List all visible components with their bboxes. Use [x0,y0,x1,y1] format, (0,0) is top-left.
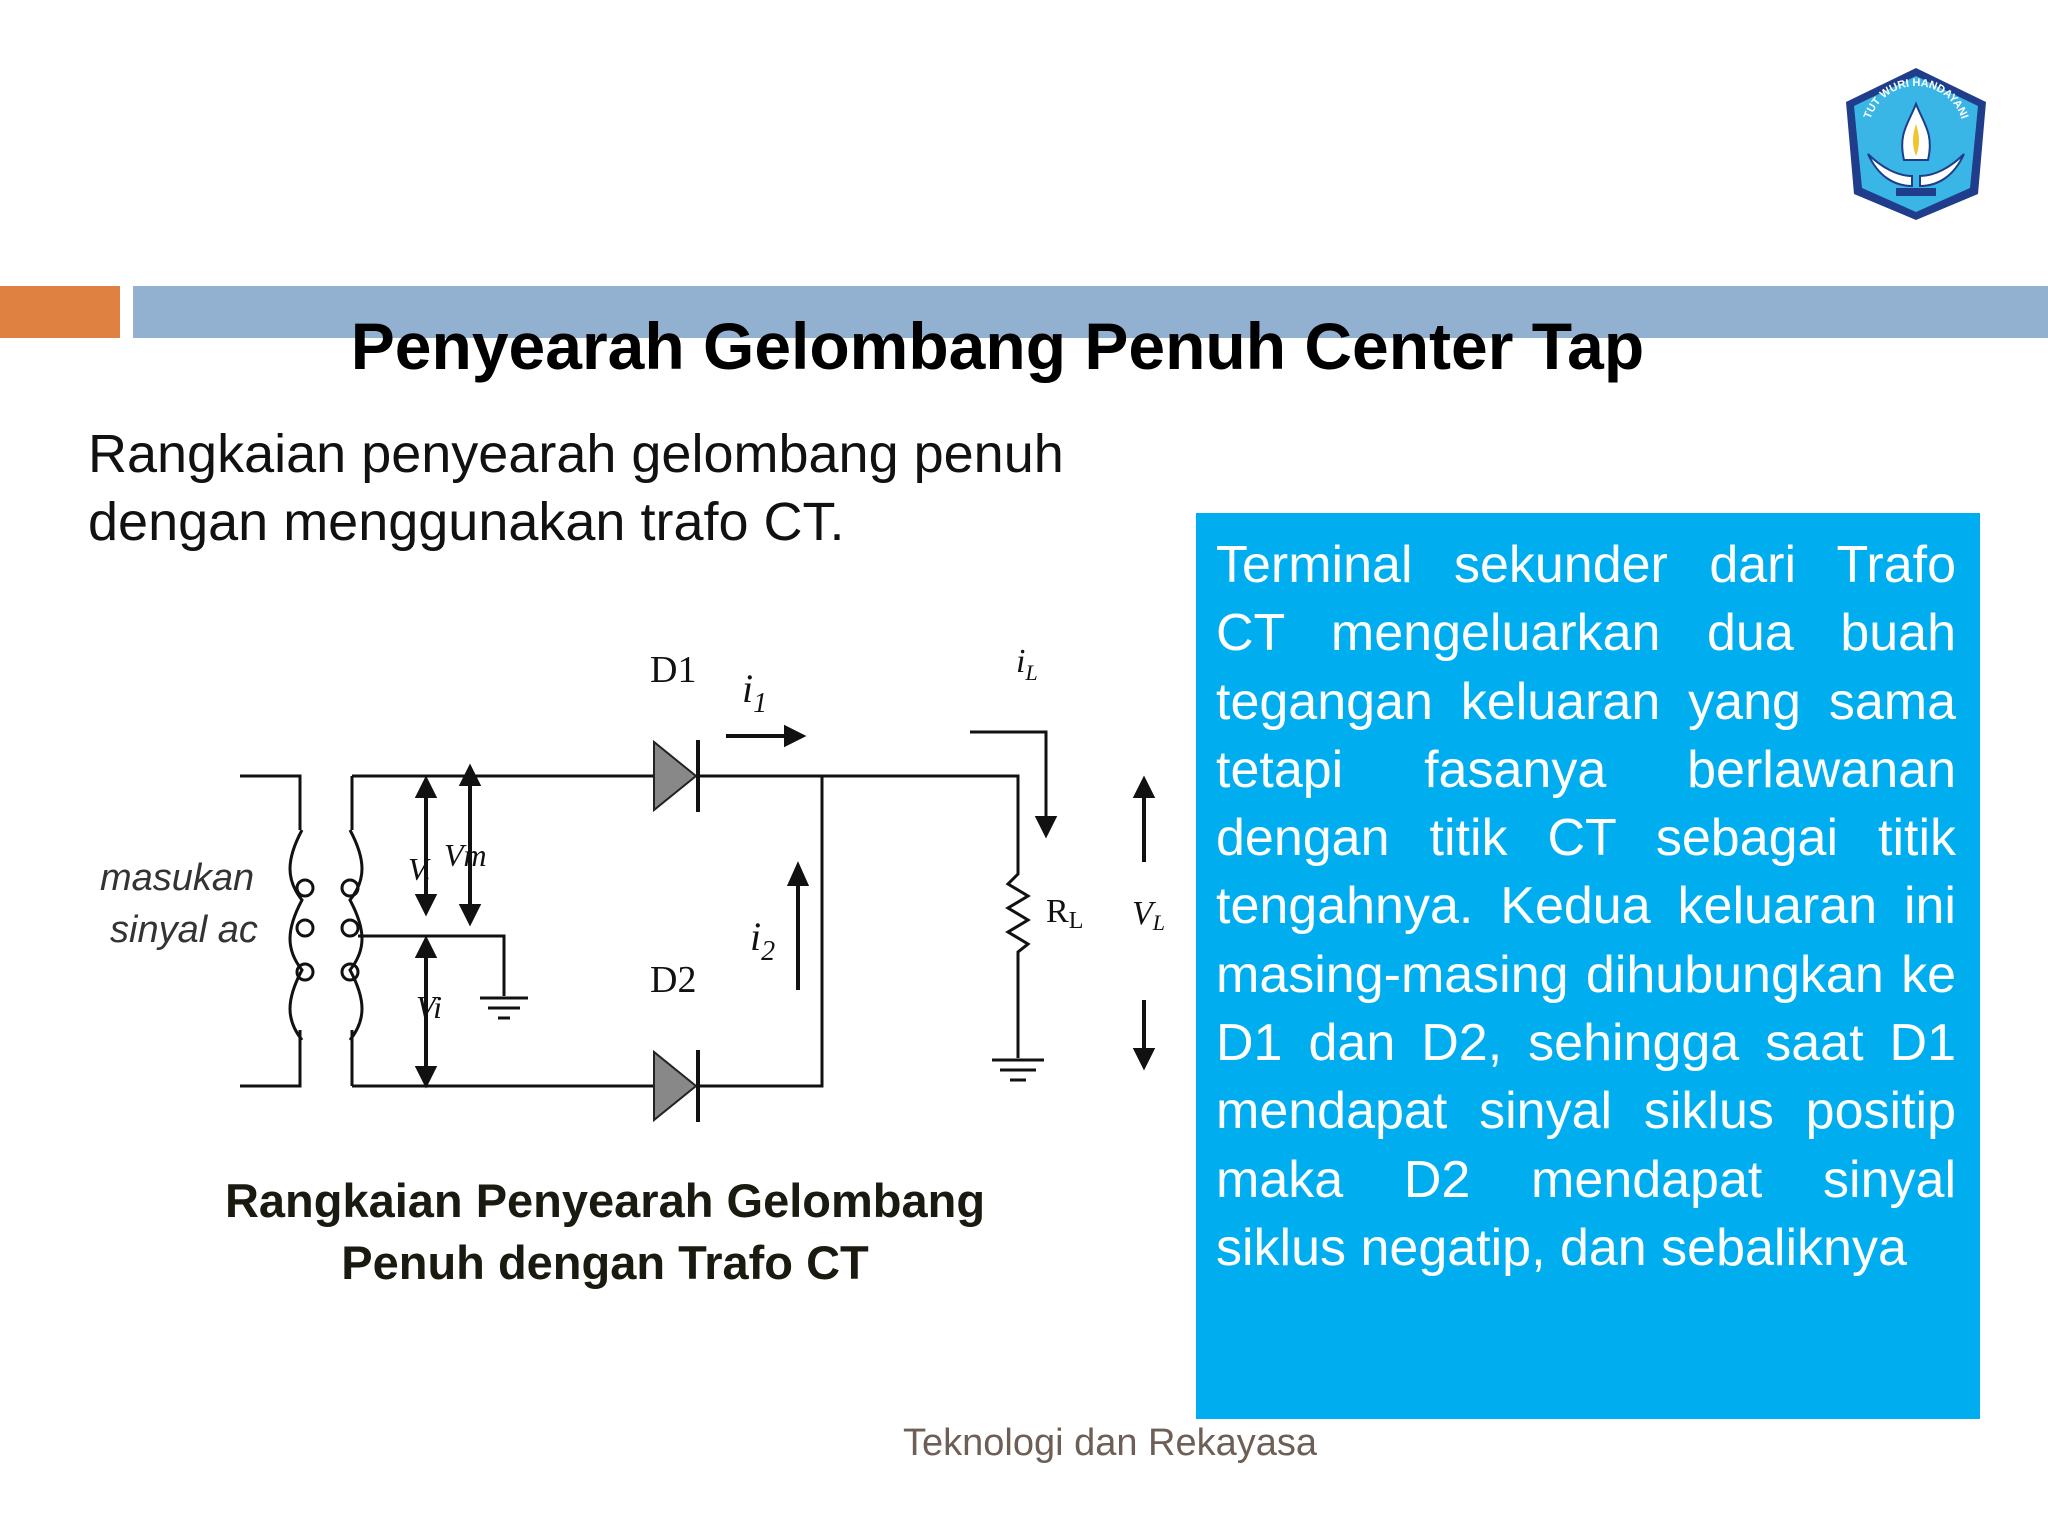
intro-line-2: dengan menggunakan trafo CT. [88,492,845,552]
figure-caption [110,1170,1100,1294]
vi-label: Vi [416,989,443,1025]
svg-text:TUT WURI HANDAYANI: TUT WURI HANDAYANI [1861,76,1971,121]
diode-d1 [654,740,698,812]
input-label-2: sinyal ac [110,909,258,951]
d1-label: D1 [650,649,697,691]
ground-symbol [480,998,528,1018]
v-label: V. [408,851,432,887]
caption-line-1: Rangkaian Penyearah Gelombang [224,1174,986,1227]
footer-text: Teknologi dan Rekayasa [902,1422,1318,1464]
il-label: $i_L$ [1016,643,1038,685]
intro-text [88,420,1188,556]
input-label-1: masukan [100,857,255,899]
load-resistor [1008,862,1028,960]
intro-line-1: Rangkaian penyearah gelombang penuh [88,424,1064,484]
i2-label: $i_2$ [750,914,776,967]
ground-symbol-load [992,1060,1044,1080]
i1-label: $i_1$ [742,666,768,719]
caption-line-2: Penuh dengan Trafo CT [341,1236,869,1289]
slide-title: Penyearah Gelombang Penuh Center Tap [350,309,1645,383]
center-tap-rectifier-circuit [90,630,1190,1150]
info-box [1196,513,1980,1419]
info-text: Terminal sekunder dari Trafo CT mengeluarkan dua buah tegangan keluaran yang sama tetapi fasanya berlawanan dengan titik CT sebagai titik tengahnya. Kedua keluaran ini masing-masing dihubungkan ke D1 dan D2, sehingga saat D1 mendapat sinyal siklus positip maka D2 mendapat sinyal siklus negatip, dan sebaliknya [1216,536,1956,1277]
vl-label: VL [1132,895,1166,935]
vm-label: Vm [444,837,487,873]
diode-d2 [654,1050,698,1122]
rl-label: RL [1046,893,1084,934]
d2-label: D2 [650,959,697,1001]
tut-wuri-handayani-logo [1838,64,1994,224]
